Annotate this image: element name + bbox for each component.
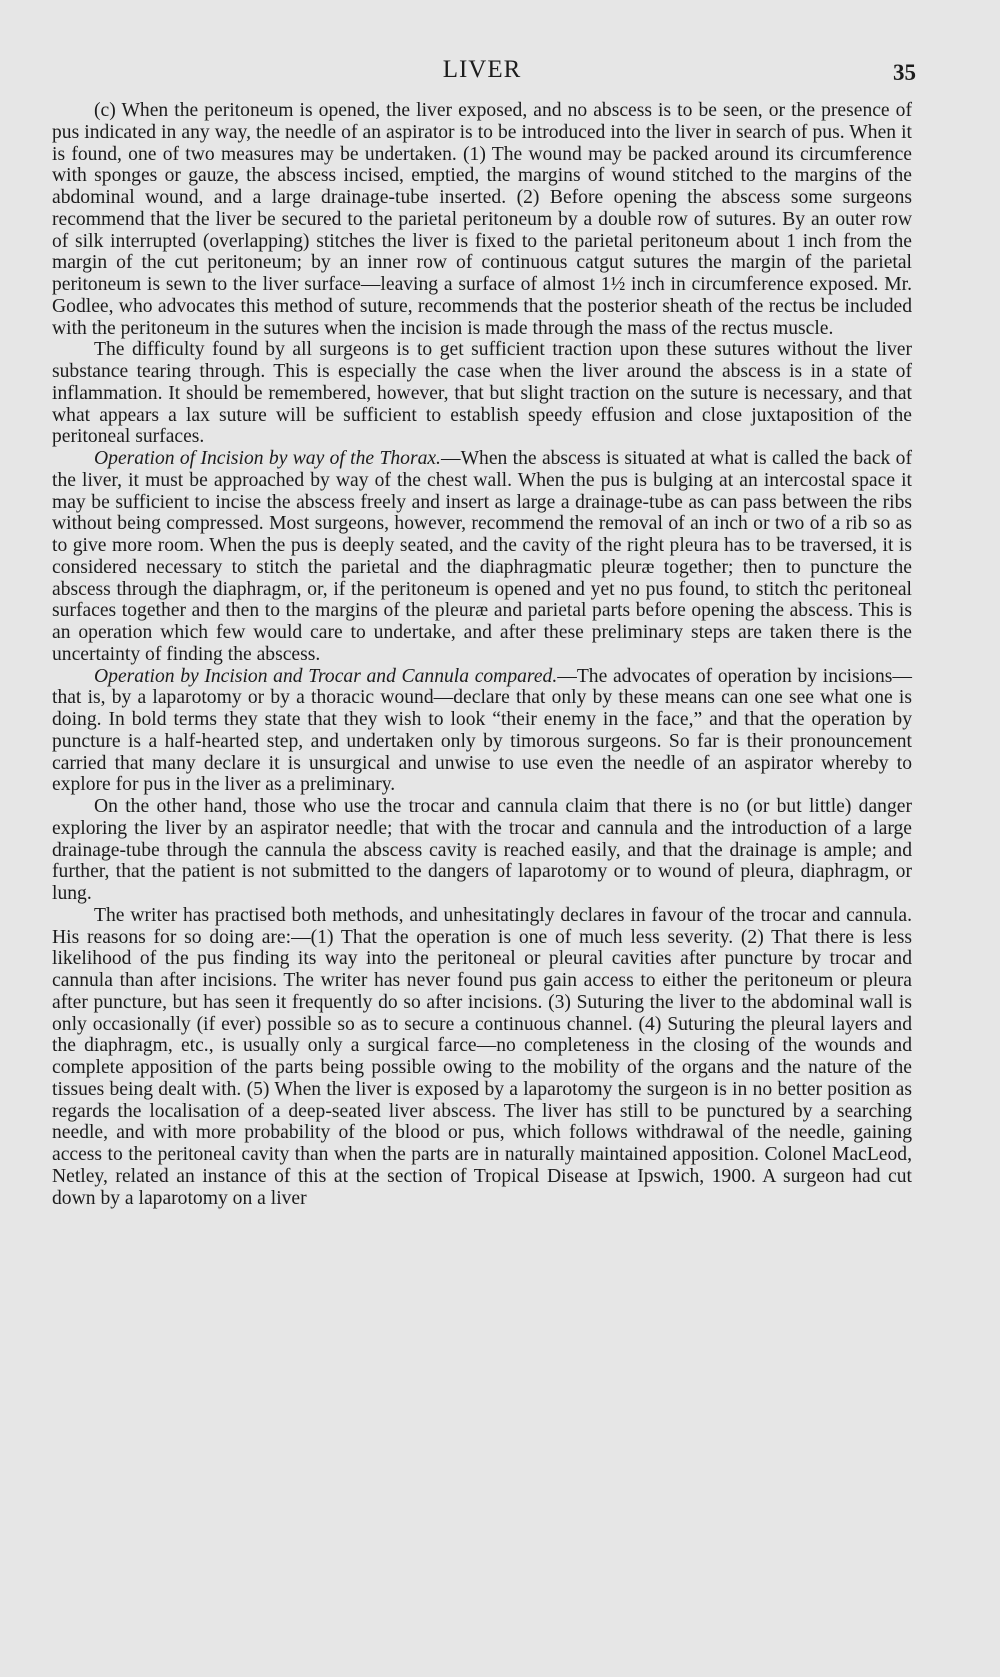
paragraph-lead: Operation of Incision by way of the Thorax.: [94, 448, 441, 469]
paragraph: [52, 905, 912, 1210]
paragraph-text: —When the abscess is situated at what is called the back of the liver, it must be approached by way of the chest wall. When the pus is bulging at an intercostal space it may be sufficient to incise the abscess freely and insert as large a drainage-tube as can pass between the ribs without being compressed. Most surgeons, however, recommend the removal of an inch or two of a rib so as to give more room. When the pus is deeply seated, and the cavity of the right pleura has to be traversed, it is considered necessary to stitch the parietal and the diaphragmatic pleuræ together; then to puncture the abscess through the diaphragm, or, if the peritoneum is opened and yet no pus found, to stitch thc peritoneal surfaces together and then to the margins of the pleuræ and parietal parts before opening the abscess. This is an operation which few would care to undertake, and after these preliminary steps are taken there is the uncertainty of finding the abscess.: [52, 448, 912, 665]
page-number: 35: [893, 60, 916, 85]
paragraph: [52, 339, 912, 448]
body-text: [52, 100, 912, 1209]
paragraph-text: On the other hand, those who use the trocar and cannula claim that there is no (or but little) danger exploring the liver by an aspirator needle; that with the trocar and cannula and the introduction of a large drainage-tube through the cannula the abscess cavity is reached easily, and that the drainage is ample; and further, that the patient is not submitted to the dangers of laparotomy or to wound of pleura, diaphragm, or lung.: [52, 796, 912, 904]
paragraph-text: —The advocates of operation by incisions—that is, by a laparotomy or by a thoracic wound—declare that only by these means can one see what one is doing. In bold terms they state that they wish to look “their enemy in the face,” and that the operation by puncture is a half-hearted step, and undertaken only by timorous surgeons. So far is their pronouncement carried that many declare it is unsurgical and unwise to use even the needle of an aspirator whereby to explore for pus in the liver as a preliminary.: [52, 665, 913, 796]
paragraph-lead: Operation by Incision and Trocar and Cannula compared.: [94, 665, 558, 687]
paragraph: [52, 448, 912, 666]
chapter-title: LIVER: [442, 56, 522, 83]
paragraph: [52, 100, 912, 339]
paragraph-text: (c) When the peritoneum is opened, the liver exposed, and no abscess is to be seen, or the presence of pus indicated in any way, the needle of an aspirator is to be introduced into the liver in search of pus. When it is found, one of two measures may be undertaken. (1) The wound may be packed around its circumference with sponges or gauze, the abscess incised, emptied, the margins of wound stitched to the margins of the abdominal wound, and a large drainage-tube inserted. (2) Before opening the abscess some surgeons recommend that the liver be secured to the parietal peritoneum by a double row of sutures. By an outer row of silk interrupted (overlapping) stitches the liver is fixed to the parietal peritoneum about 1 inch from the margin of the cut peritoneum; by an inner row of continuous catgut sutures the margin of the parietal peritoneum is sewn to the liver surface—leaving a surface of almost 1½ inch in circumference exposed. Mr. Godlee, who advocates this method of suture, recommends that the posterior sheath of the rectus be included with the peritoneum in the sutures when the incision is made through the mass of the rectus muscle.: [52, 100, 912, 339]
paragraph: [52, 796, 912, 905]
running-head: [52, 56, 916, 96]
paragraph-text: The difficulty found by all surgeons is to get sufficient traction upon these sutures without the liver substance tearing through. This is especially the case when the liver around the abscess is in a state of inflammation. It should be remembered, however, that but slight traction on the suture is necessary, and that what appears a lax suture will be sufficient to establish speedy effusion and close juxtaposition of the peritoneal surfaces.: [52, 339, 912, 448]
paragraph-text: The writer has practised both methods, and unhesitatingly declares in favour of the trocar and cannula. His reasons for so doing are:—(1) That the operation is one of much less severity. (2) That there is less likelihood of the pus finding its way into the peritoneal or pleural cavities after puncture by trocar and cannula than after incisions. The writer has never found pus gain access to either the peritoneum or pleura after puncture, but has seen it frequently do so after incisions. (3) Suturing the liver to the abdominal wall is only occasionally (if ever) possible so as to secure a continuous channel. (4) Suturing the pleural layers and the diaphragm, etc., is usually only a surgical farce—no completeness in the closing of the wounds and complete apposition of the parts being possible owing to the mobility of the organs and the nature of the tissues being dealt with. (5) When the liver is exposed by a laparotomy the surgeon is in no better position as regards the localisation of a deep-seated liver abscess. The liver has still to be punctured by a searching needle, and with more probability of the blood or pus, which follows withdrawal of the needle, gaining access to the peritoneal cavity than when the parts are in naturally maintained apposition. Colonel MacLeod, Netley, related an instance of this at the section of Tropical Disease at Ipswich, 1900. A surgeon had cut down by a laparotomy on a liver: [52, 904, 912, 1209]
paragraph: [52, 666, 912, 797]
